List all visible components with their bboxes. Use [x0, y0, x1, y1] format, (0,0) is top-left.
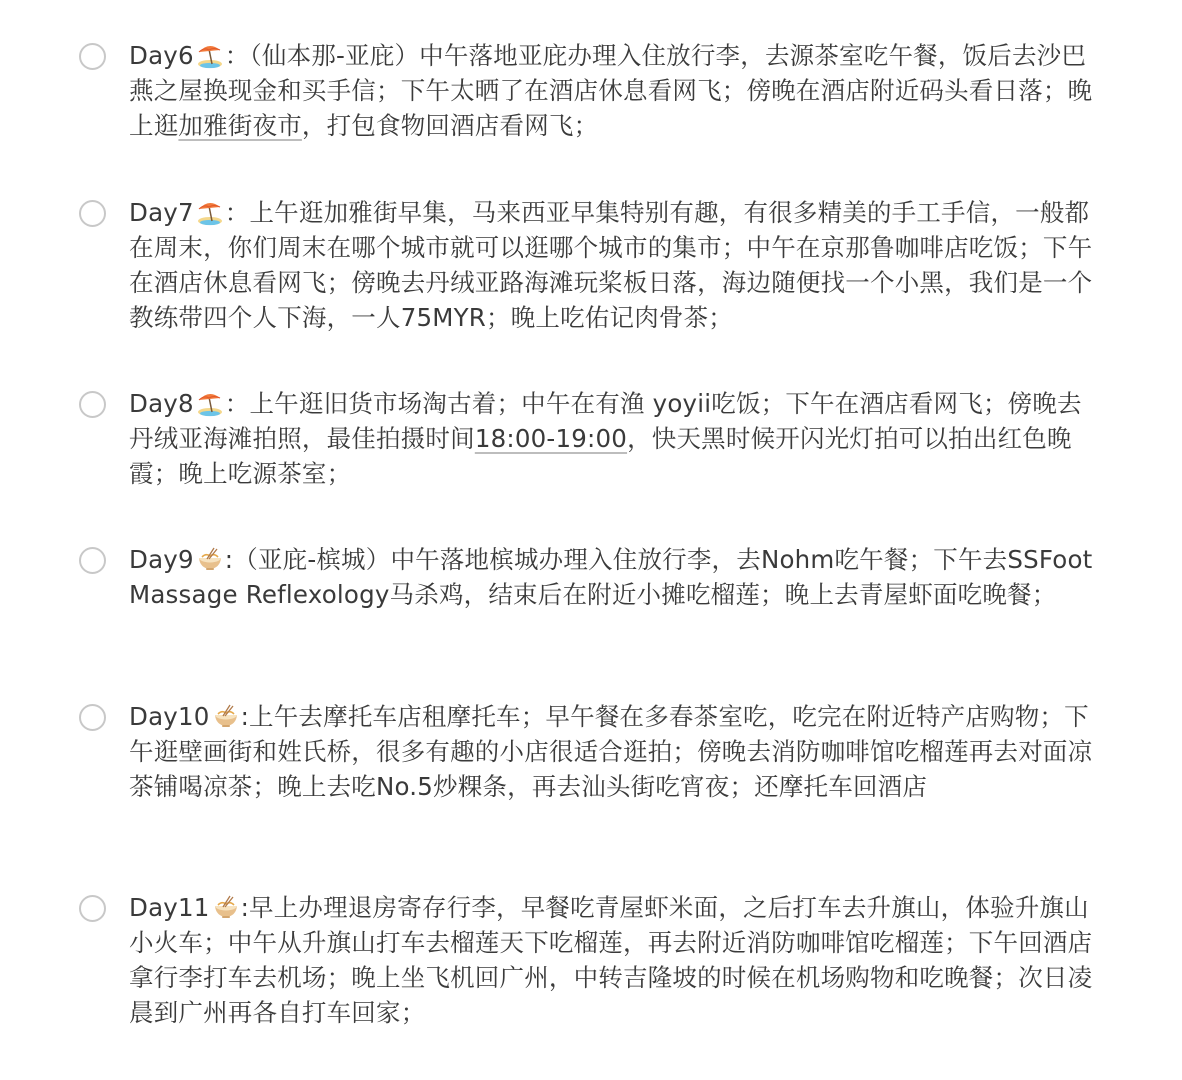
time-link[interactable]: 18:00-19:00: [474, 424, 628, 453]
item-description: ：上午逛加雅街早集，马来西亚早集特别有趣，有很多精美的手工手信，一般都在周末，你们周末在哪个城市就可以逛哪个城市的集市；中午在京那鲁咖啡店吃饭；下午在酒店休息看网飞；傍晚去丹绒亚路海滩玩桨板日落，海边随便找一个小黑，我们是一个教练带四个人下海，一人75MYR；晚上吃佑记肉骨茶；: [129, 198, 1093, 332]
item-description: ：（仙本那-亚庇）中午落地亚庇办理入住放行李，去源茶室吃午餐，饭后去沙巴燕之屋换现金和买手信；下午太晒了在酒店休息看网飞；傍晚在酒店附近码头看日落；晚上逛: [129, 41, 1093, 140]
todo-checkbox[interactable]: [79, 200, 106, 227]
todo-checkbox[interactable]: [79, 547, 106, 574]
beach-umbrella-icon: [196, 389, 224, 417]
todo-checkbox[interactable]: [79, 895, 106, 922]
item-description-end: ，快天黑时候开闪光灯拍可以拍出红色晚霞；晚上吃源茶室；: [129, 424, 1072, 488]
noodle-bowl-icon: [212, 893, 240, 921]
todo-checkbox[interactable]: [79, 391, 106, 418]
item-text: [129, 542, 1104, 612]
item-text: [129, 890, 1104, 1030]
item-text: [129, 386, 1104, 491]
item-description: :（亚庇-槟城）中午落地槟城办理入住放行李，去Nohm吃午餐；下午去SSFoot Massage Reflexology马杀鸡，结束后在附近小摊吃榴莲；晚上去青屋虾面吃晚餐；: [129, 545, 1093, 609]
day-label: Day10: [129, 702, 210, 731]
todo-checkbox[interactable]: [79, 43, 106, 70]
item-text: [129, 195, 1104, 335]
noodle-bowl-icon: [196, 545, 224, 573]
day-label: Day9: [129, 545, 194, 574]
item-description: ：上午逛旧货市场淘古着；中午在有渔 yoyii吃饭；下午在酒店看网飞；傍晚去丹绒亚海滩拍照，最佳拍摄时间: [129, 389, 1082, 453]
day-label: Day7: [129, 198, 194, 227]
linked-text[interactable]: 加雅街夜市: [178, 111, 302, 140]
beach-umbrella-icon: [196, 198, 224, 226]
day-label: Day6: [129, 41, 194, 70]
day-label: Day11: [129, 893, 210, 922]
item-description-end: ，打包食物回酒店看网飞；: [301, 111, 599, 140]
item-text: [129, 699, 1104, 804]
item-description: :上午去摩托车店租摩托车；早午餐在多春茶室吃，吃完在附近特产店购物；下午逛壁画街和姓氏桥，很多有趣的小店很适合逛拍；傍晚去消防咖啡馆吃榴莲再去对面凉茶铺喝凉茶；晚上去吃No.5炒粿条，再去汕头街吃宵夜；还摩托车回酒店: [129, 702, 1093, 801]
todo-checkbox[interactable]: [79, 704, 106, 731]
beach-umbrella-icon: [196, 41, 224, 69]
noodle-bowl-icon: [212, 702, 240, 730]
day-label: Day8: [129, 389, 194, 418]
item-description: :早上办理退房寄存行李，早餐吃青屋虾米面，之后打车去升旗山，体验升旗山小火车；中午从升旗山打车去榴莲天下吃榴莲，再去附近消防咖啡馆吃榴莲；下午回酒店拿行李打车去机场；晚上坐飞机回广州，中转吉隆坡的时候在机场购物和吃晚餐；次日凌晨到广州再各自打车回家；: [129, 893, 1093, 1027]
item-text: [129, 38, 1104, 143]
